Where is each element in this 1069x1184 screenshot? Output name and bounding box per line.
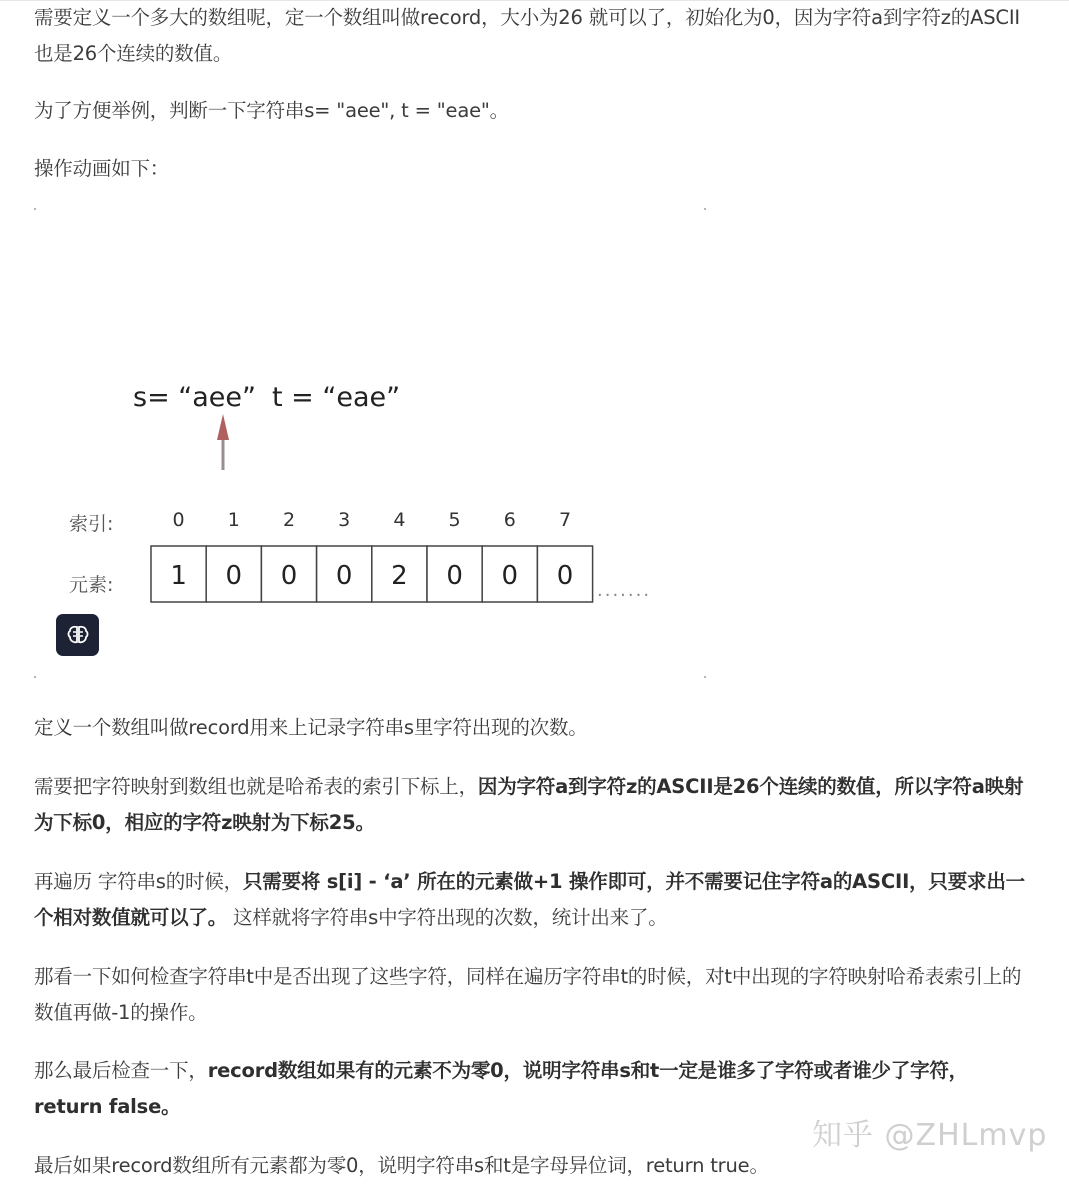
paragraph-record-size	[34, 0, 1034, 72]
element-row-label: 元素:	[69, 574, 114, 596]
paragraph-bold-text: 只需要将 s[i] - ‘a’ 所在的元素做+1 操作即可，并不需要记住字符a的ASCII，只要求出一个相对数值就可以了。	[34, 870, 1025, 929]
array-cell-value: 0	[446, 561, 463, 591]
array-cell-value: 2	[391, 561, 408, 591]
paragraph-example	[34, 93, 1034, 129]
paragraph-traverse-s	[34, 864, 1034, 936]
index-label: 0	[172, 509, 185, 531]
index-row	[173, 509, 571, 531]
index-label: 1	[227, 509, 240, 531]
paragraph-text: 为了方便举例，判断一下字符串s= "aee", t = "eae"。	[34, 99, 509, 122]
animation-figure	[34, 208, 706, 678]
arrow-head	[217, 414, 229, 440]
element-cells	[151, 546, 593, 602]
paragraph-text: 定义一个数组叫做record用来上记录字符串s里字符出现的次数。	[34, 716, 588, 739]
array-diagram	[34, 208, 706, 678]
paragraph-text: 那看一下如何检查字符串t中是否出现了这些字符，同样在遍历字符串t的时候，对t中出现的字符映射哈希表索引上的数值再做-1的操作。	[34, 965, 1022, 1024]
array-cell-value: 0	[280, 561, 298, 591]
paragraph-bold-text: 因为字符a到字符z的ASCII是26个连续的数值，所以字符a映射为下标0，相应的字符z映射为下标25。	[34, 775, 1024, 834]
paragraph-mapping	[34, 769, 1034, 841]
index-label: 5	[448, 509, 461, 531]
array-cell-value: 0	[335, 561, 353, 591]
index-row-label: 索引:	[69, 513, 114, 535]
array-cell-value: 1	[170, 561, 187, 591]
array-cell-value: 0	[501, 561, 519, 591]
paragraph-bold-text: record数组如果有的元素不为零0，说明字符串s和t一定是谁多了字符或者谁少了字符，return false。	[34, 1059, 968, 1118]
paragraph-text: 这样就将字符串s中字符出现的次数，统计出来了。	[227, 906, 668, 929]
index-label: 2	[282, 509, 296, 531]
paragraph-text: 再遍历 字符串s的时候，	[34, 870, 243, 893]
paragraph-animation-intro	[34, 151, 1034, 187]
paragraph-text: 最后如果record数组所有元素都为零0，说明字符串s和t是字母异位词，return true。	[34, 1154, 769, 1177]
brain-icon	[67, 625, 89, 645]
paragraph-text: 需要定义一个多大的数组呢，定一个数组叫做record，大小为26 就可以了，初始化为0，因为字符a到字符z的ASCII也是26个连续的数值。	[34, 6, 1020, 65]
watermark: 知乎 @ZHLmvp	[812, 1118, 1048, 1153]
index-label: 4	[393, 509, 406, 531]
array-cell-value: 0	[225, 561, 243, 591]
paragraph-traverse-t	[34, 959, 1034, 1031]
paragraph-text: 那么最后检查一下，	[34, 1059, 208, 1082]
index-label: 6	[503, 509, 516, 531]
index-label: 3	[338, 509, 351, 531]
more-ellipsis: .......	[597, 580, 652, 601]
paragraph-text: 需要把字符映射到数组也就是哈希表的索引下标上，	[34, 775, 478, 798]
ai-assistant-button[interactable]	[56, 614, 99, 656]
paragraph-define-record	[34, 710, 1034, 746]
string-t-label: t = “eae”	[272, 382, 401, 413]
pointer-arrow	[217, 414, 229, 470]
index-label: 7	[558, 509, 572, 531]
array-cell-value: 0	[556, 561, 574, 591]
string-s-label: s= “aee”	[133, 382, 257, 413]
paragraph-text: 操作动画如下：	[34, 157, 170, 180]
